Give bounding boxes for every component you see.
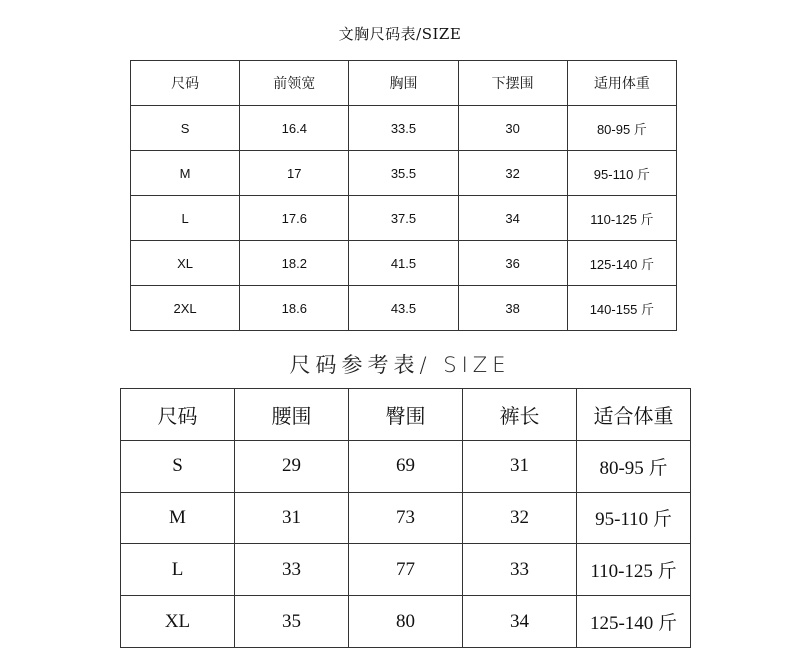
table-cell: 36	[458, 241, 567, 286]
table-cell: 73	[349, 492, 463, 544]
table-row	[131, 106, 677, 151]
table-cell: 69	[349, 440, 463, 492]
table-cell: 2XL	[131, 286, 240, 331]
bra-size-table	[130, 60, 677, 331]
table-cell: 18.6	[240, 286, 349, 331]
table-cell: 140-155 斤	[567, 286, 676, 331]
table-header-row	[121, 389, 691, 441]
table-row	[121, 596, 691, 648]
table-cell: 125-140 斤	[577, 596, 691, 648]
table-cell: S	[121, 440, 235, 492]
table-cell: 32	[458, 151, 567, 196]
table-cell: 43.5	[349, 286, 458, 331]
table-cell: 35	[235, 596, 349, 648]
table-cell: 110-125 斤	[567, 196, 676, 241]
table-cell: XL	[121, 596, 235, 648]
table-cell: S	[131, 106, 240, 151]
header-cell: 臀围	[349, 389, 463, 441]
table-row	[131, 151, 677, 196]
header-cell: 尺码	[121, 389, 235, 441]
table-cell: 38	[458, 286, 567, 331]
table-cell: 37.5	[349, 196, 458, 241]
table-cell: XL	[131, 241, 240, 286]
size-reference-table	[120, 388, 691, 648]
table-row	[121, 544, 691, 596]
table-cell: 34	[458, 196, 567, 241]
header-cell: 下摆围	[458, 61, 567, 106]
table-cell: 17.6	[240, 196, 349, 241]
table-cell: 95-110 斤	[577, 492, 691, 544]
table-row	[121, 440, 691, 492]
table-cell: 31	[463, 440, 577, 492]
table-cell: 35.5	[349, 151, 458, 196]
table-cell: M	[121, 492, 235, 544]
table-cell: 110-125 斤	[577, 544, 691, 596]
table-cell: L	[131, 196, 240, 241]
table-cell: 80-95 斤	[567, 106, 676, 151]
table-row	[131, 241, 677, 286]
size-reference-table-title: 尺码参考表/ SIZE	[289, 353, 511, 377]
table-cell: 18.2	[240, 241, 349, 286]
table-row	[121, 492, 691, 544]
table-cell: 41.5	[349, 241, 458, 286]
header-cell: 胸围	[349, 61, 458, 106]
header-cell: 前领宽	[240, 61, 349, 106]
header-cell: 适用体重	[567, 61, 676, 106]
table-cell: 77	[349, 544, 463, 596]
table-cell: 95-110 斤	[567, 151, 676, 196]
table-row	[131, 286, 677, 331]
table-cell: M	[131, 151, 240, 196]
table-cell: 17	[240, 151, 349, 196]
table-cell: 32	[463, 492, 577, 544]
table-cell: 80	[349, 596, 463, 648]
table-cell: L	[121, 544, 235, 596]
table-cell: 33.5	[349, 106, 458, 151]
table-cell: 33	[235, 544, 349, 596]
header-cell: 裤长	[463, 389, 577, 441]
bra-size-table-title: 文胸尺码表/SIZE	[338, 25, 462, 43]
table-cell: 33	[463, 544, 577, 596]
header-cell: 腰围	[235, 389, 349, 441]
table-cell: 80-95 斤	[577, 440, 691, 492]
table-row	[131, 196, 677, 241]
table-cell: 34	[463, 596, 577, 648]
table-cell: 125-140 斤	[567, 241, 676, 286]
table-cell: 30	[458, 106, 567, 151]
header-cell: 尺码	[131, 61, 240, 106]
header-cell: 适合体重	[577, 389, 691, 441]
table-header-row	[131, 61, 677, 106]
table-cell: 31	[235, 492, 349, 544]
table-cell: 16.4	[240, 106, 349, 151]
table-cell: 29	[235, 440, 349, 492]
